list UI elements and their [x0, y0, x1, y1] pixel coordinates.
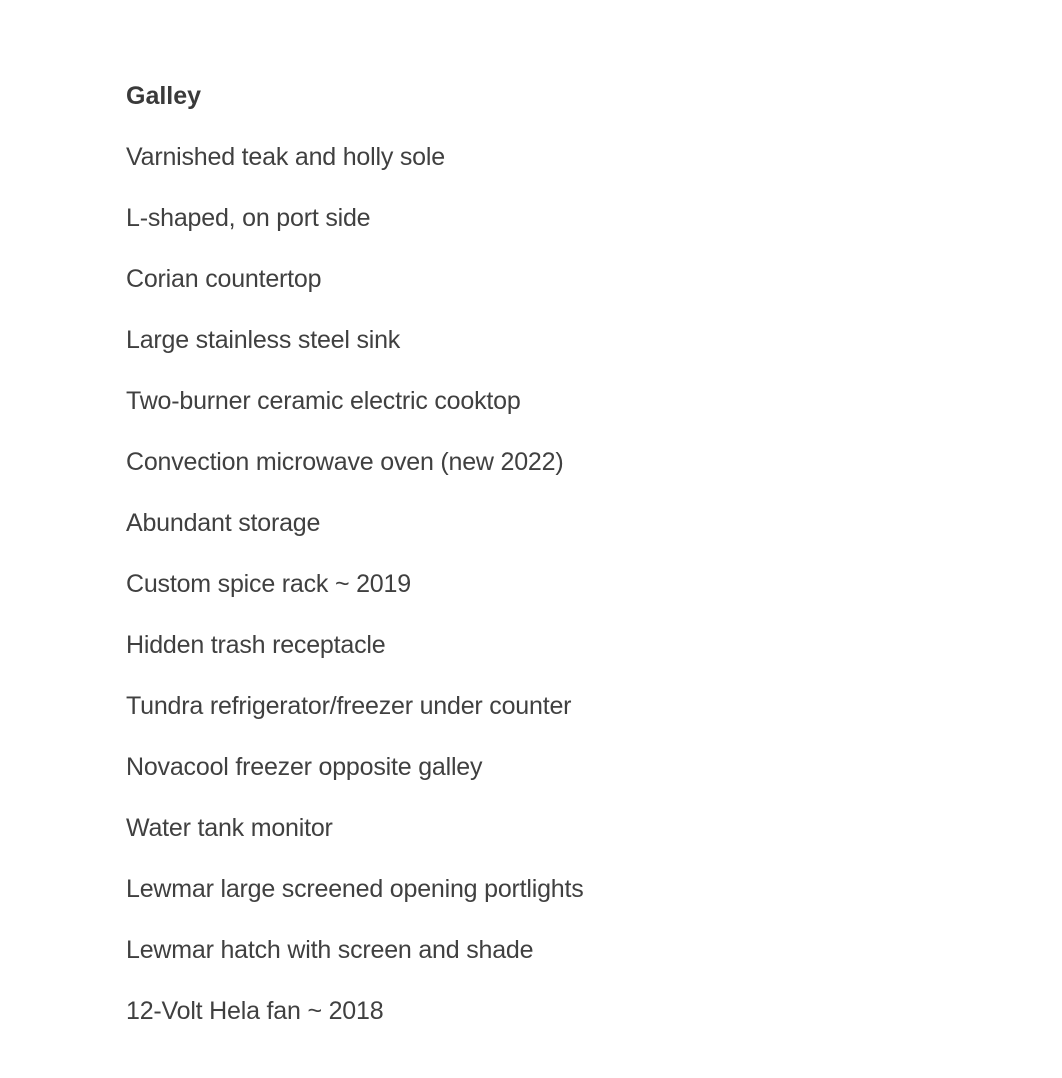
list-item: Lewmar large screened opening portlights	[126, 875, 584, 903]
list-item: Hidden trash receptacle	[126, 631, 386, 659]
list-item: 12-Volt Hela fan ~ 2018	[126, 997, 384, 1025]
list-item: Varnished teak and holly sole	[126, 143, 445, 171]
list-item: Tundra refrigerator/freezer under counter	[126, 692, 572, 720]
list-item: Convection microwave oven (new 2022)	[126, 448, 564, 476]
list-item: Lewmar hatch with screen and shade	[126, 936, 534, 964]
list-item: L-shaped, on port side	[126, 204, 371, 232]
list-item: Novacool freezer opposite galley	[126, 753, 483, 781]
feature-list	[126, 137, 926, 1031]
galley-section	[126, 76, 926, 1052]
list-item: Custom spice rack ~ 2019	[126, 570, 411, 598]
list-item: Water tank monitor	[126, 814, 333, 842]
list-item: Two-burner ceramic electric cooktop	[126, 387, 521, 415]
list-item: Large stainless steel sink	[126, 326, 401, 354]
list-item: Abundant storage	[126, 509, 321, 537]
list-item: Corian countertop	[126, 265, 322, 293]
section-title: Galley	[126, 82, 202, 110]
